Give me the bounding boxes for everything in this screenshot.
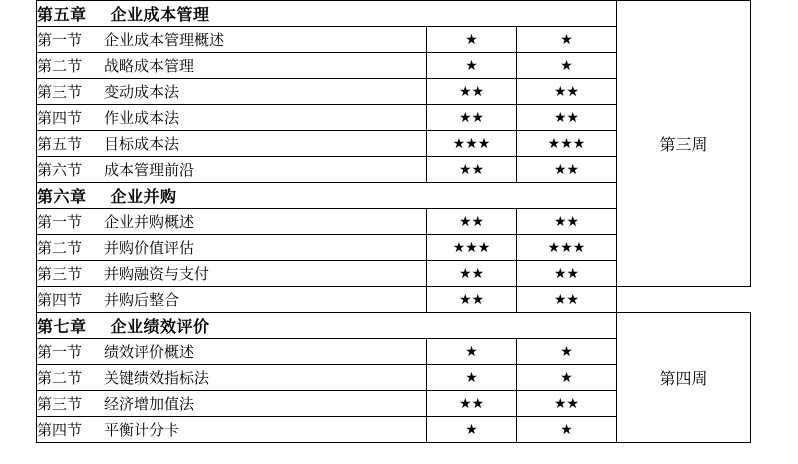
- rating-b: ★★: [517, 261, 617, 287]
- section-name: 并购价值评估: [104, 241, 195, 257]
- section-title: [37, 209, 427, 235]
- section-number: 第六节: [37, 163, 83, 179]
- rating-a: ★★: [427, 157, 517, 183]
- rating-a: ★★: [427, 79, 517, 105]
- section-number: 第五节: [37, 137, 83, 153]
- section-number: 第四节: [37, 111, 83, 127]
- section-title: [37, 287, 427, 313]
- section-title: [37, 27, 427, 53]
- section-number: 第三节: [37, 397, 83, 413]
- chapter-name: 企业成本管理: [110, 7, 210, 24]
- section-name: 战略成本管理: [104, 59, 195, 75]
- section-name: 关键绩效指标法: [104, 371, 210, 387]
- section-title: [37, 235, 427, 261]
- rating-b: ★★★: [517, 235, 617, 261]
- rating-a: ★★: [427, 105, 517, 131]
- rating-b: ★: [517, 417, 617, 443]
- week-cell: 第四周: [617, 313, 751, 443]
- section-title: [37, 105, 427, 131]
- rating-b: ★★: [517, 287, 617, 313]
- section-name: 并购融资与支付: [104, 267, 210, 283]
- section-title: [37, 53, 427, 79]
- rating-b: ★★: [517, 391, 617, 417]
- section-title: [37, 79, 427, 105]
- section-title: [37, 131, 427, 157]
- rating-b: ★★★: [517, 131, 617, 157]
- rating-a: ★★: [427, 209, 517, 235]
- section-name: 企业成本管理概述: [104, 33, 225, 49]
- section-number: 第一节: [37, 33, 83, 49]
- chapter-number: 第五章: [37, 7, 87, 24]
- section-number: 第四节: [37, 423, 83, 439]
- rating-a: ★: [427, 27, 517, 53]
- rating-b: ★★: [517, 157, 617, 183]
- section-name: 平衡计分卡: [104, 423, 180, 439]
- rating-b: ★★: [517, 209, 617, 235]
- section-name: 变动成本法: [104, 85, 180, 101]
- section-title: [37, 157, 427, 183]
- chapter-name: 企业绩效评价: [110, 319, 210, 336]
- rating-a: ★★★: [427, 235, 517, 261]
- chapter-heading: [37, 183, 617, 209]
- rating-a: ★: [427, 339, 517, 365]
- chapter-heading: [37, 313, 617, 339]
- rating-a: ★★: [427, 287, 517, 313]
- section-title: [37, 391, 427, 417]
- section-title: [37, 365, 427, 391]
- section-number: 第四节: [37, 293, 83, 309]
- section-number: 第二节: [37, 59, 83, 75]
- section-number: 第三节: [37, 85, 83, 101]
- chapter-row: [37, 313, 751, 339]
- section-name: 作业成本法: [104, 111, 180, 127]
- rating-b: ★★: [517, 105, 617, 131]
- section-name: 绩效评价概述: [104, 345, 195, 361]
- section-name: 成本管理前沿: [104, 163, 195, 179]
- section-number: 第三节: [37, 267, 83, 283]
- table-row: [37, 287, 751, 313]
- rating-b: ★: [517, 339, 617, 365]
- syllabus-table: [36, 0, 751, 443]
- rating-b: ★: [517, 53, 617, 79]
- section-number: 第二节: [37, 371, 83, 387]
- rating-a: ★: [427, 417, 517, 443]
- chapter-row: [37, 1, 751, 27]
- rating-a: ★★: [427, 391, 517, 417]
- section-number: 第一节: [37, 345, 83, 361]
- rating-b: ★★: [517, 79, 617, 105]
- section-name: 企业并购概述: [104, 215, 195, 231]
- section-name: 目标成本法: [104, 137, 180, 153]
- section-title: [37, 417, 427, 443]
- section-name: 经济增加值法: [104, 397, 195, 413]
- week-cell: 第三周: [617, 1, 751, 287]
- section-name: 并购后整合: [104, 293, 180, 309]
- rating-a: ★★★: [427, 131, 517, 157]
- rating-b: ★: [517, 365, 617, 391]
- chapter-name: 企业并购: [110, 189, 177, 206]
- rating-b: ★: [517, 27, 617, 53]
- chapter-number: 第七章: [37, 319, 87, 336]
- section-title: [37, 261, 427, 287]
- rating-a: ★: [427, 53, 517, 79]
- chapter-number: 第六章: [37, 189, 87, 206]
- rating-a: ★★: [427, 261, 517, 287]
- chapter-heading: [37, 1, 617, 27]
- rating-a: ★: [427, 365, 517, 391]
- section-title: [37, 339, 427, 365]
- section-number: 第一节: [37, 215, 83, 231]
- section-number: 第二节: [37, 241, 83, 257]
